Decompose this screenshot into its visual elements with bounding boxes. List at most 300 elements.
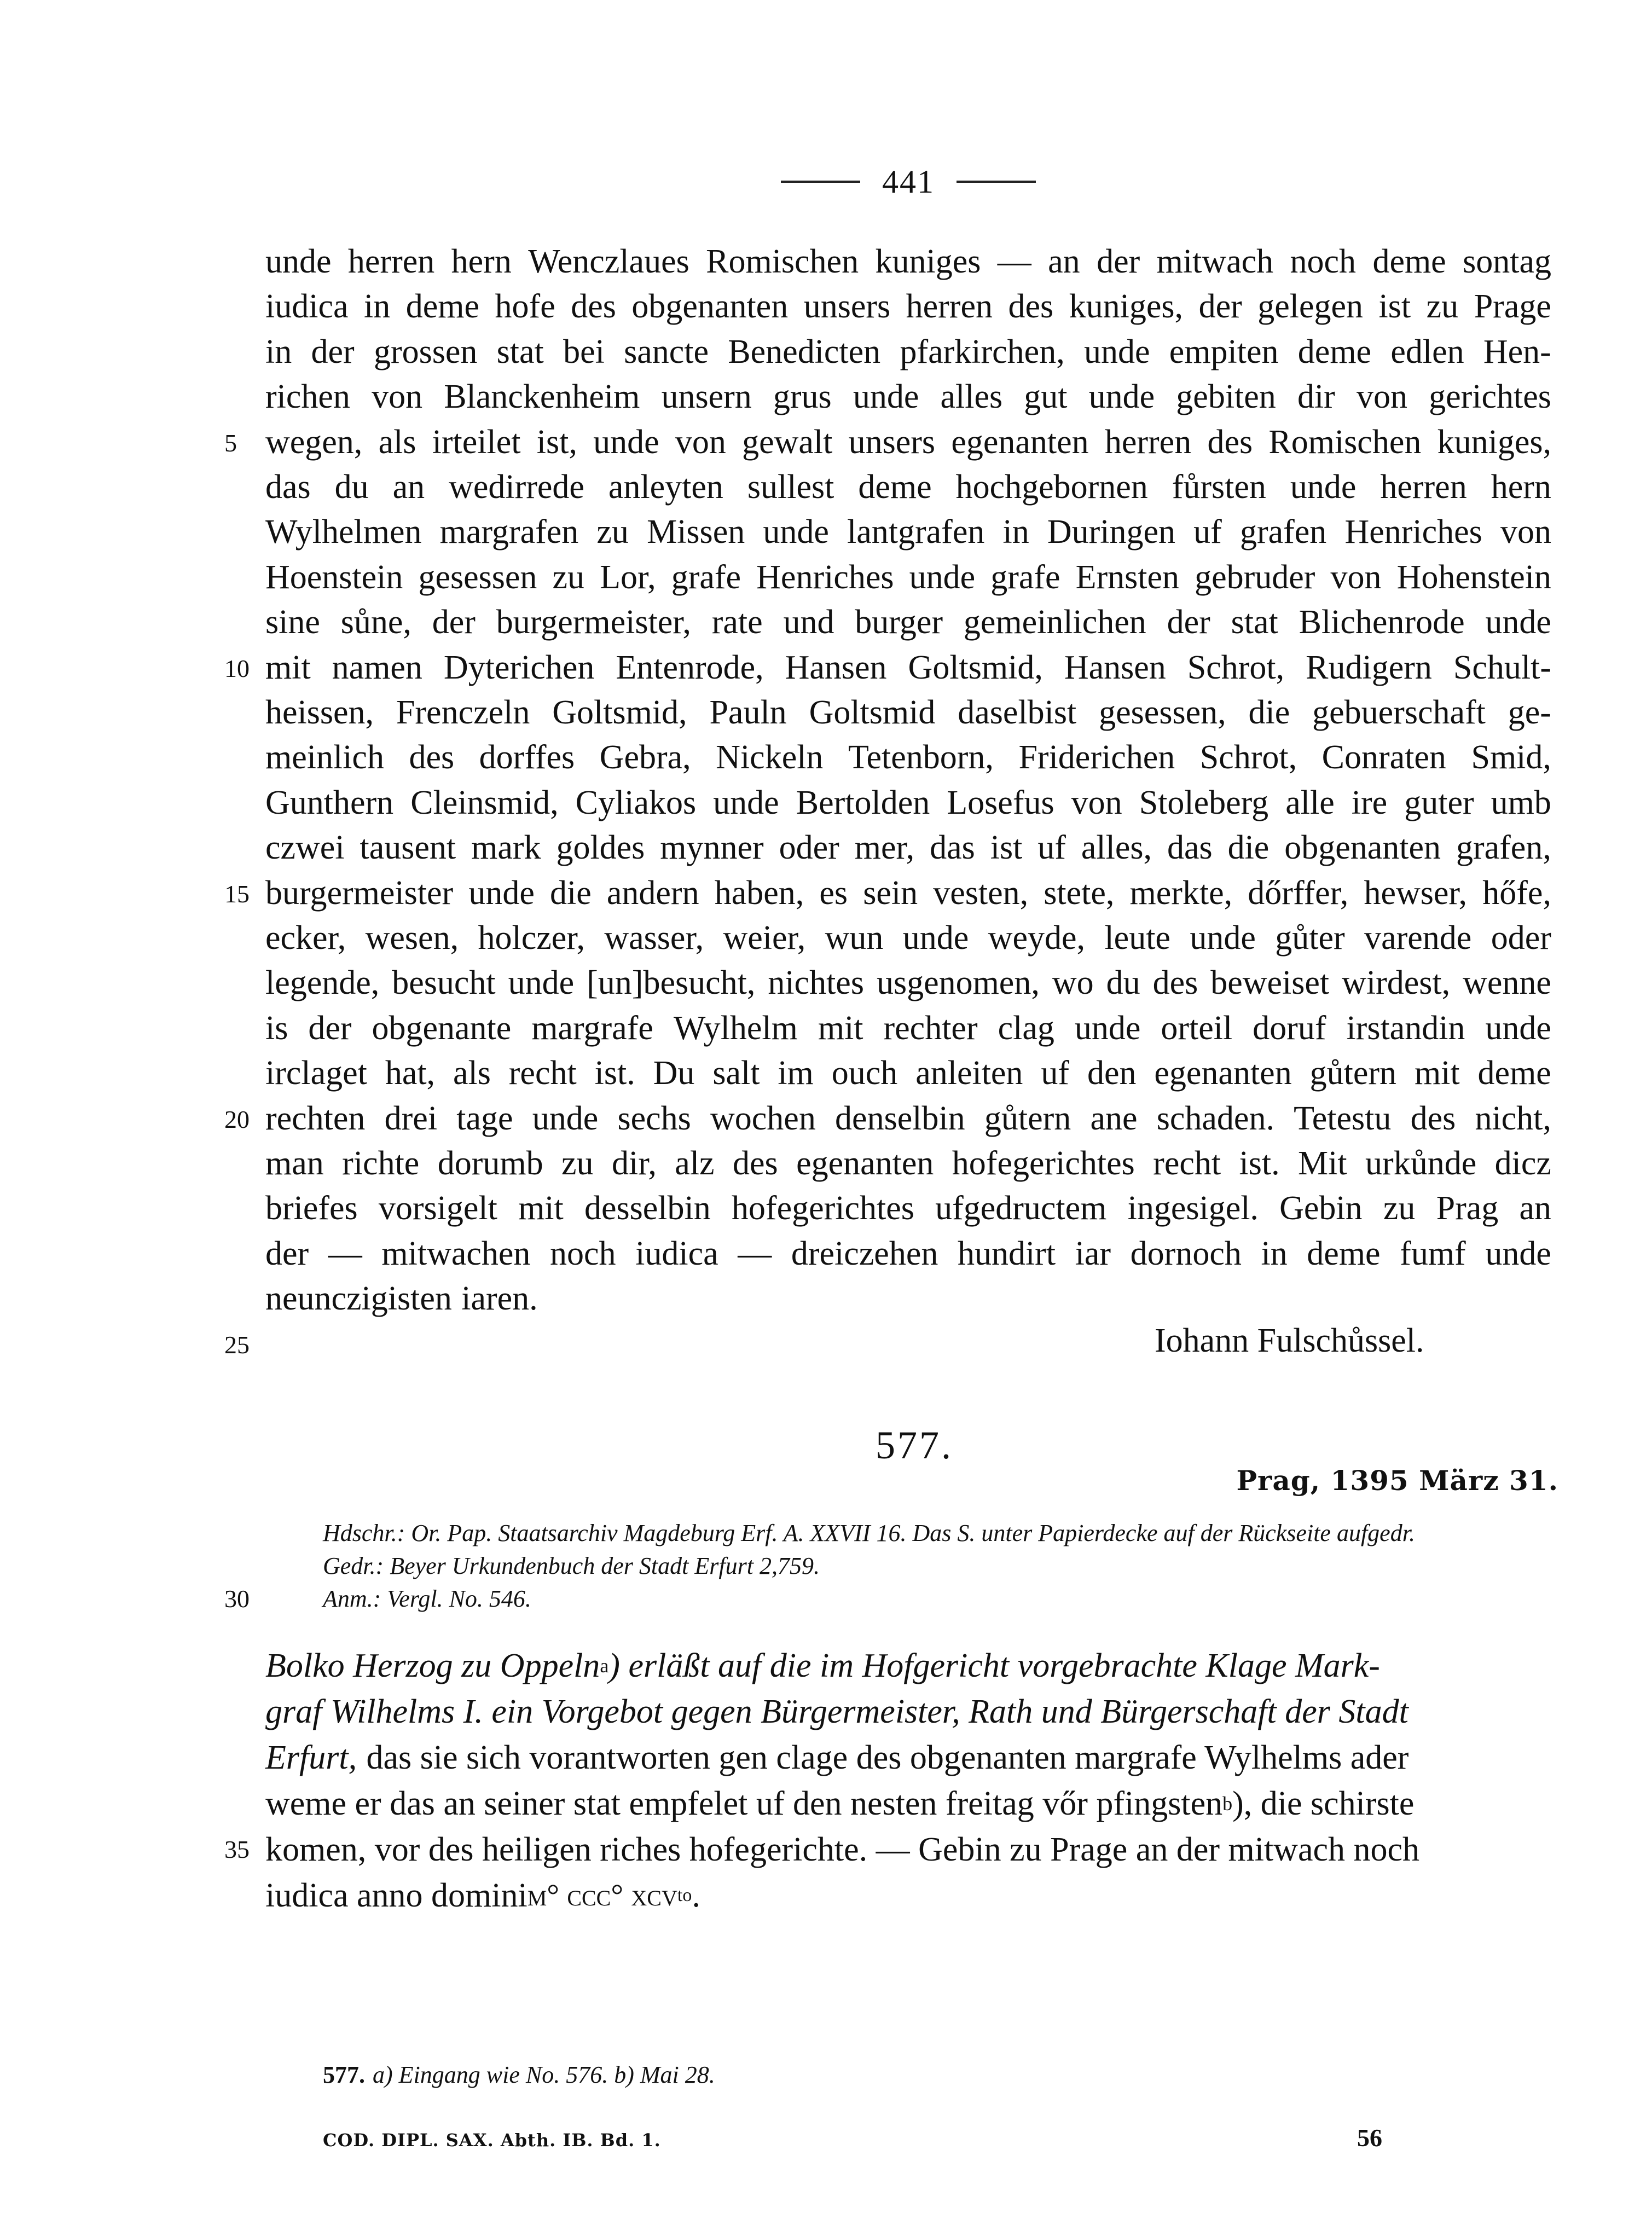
word: meinlich: [265, 739, 384, 777]
word: in: [1002, 513, 1029, 551]
word: ge-: [1508, 694, 1551, 731]
word: rechten: [265, 1099, 366, 1137]
word: hochgebornen: [955, 468, 1148, 506]
word: gebuerschaft: [1312, 694, 1486, 731]
word: merkte,: [1129, 874, 1233, 912]
word: ingesigel.: [1127, 1190, 1259, 1227]
body-line: [265, 1735, 1551, 1781]
word: mit: [518, 1190, 564, 1227]
text-line: [265, 870, 1551, 916]
word: is: [265, 1009, 288, 1047]
word: des: [571, 288, 616, 326]
word: dreiczehen: [791, 1235, 938, 1272]
word: hewser,: [1364, 874, 1468, 912]
word: der: [265, 1235, 309, 1272]
source-manuscript: Hdschr.: Or. Pap. Staatsarchiv Magdeburg Erf. A. XXVII 16. Das S. unter Papierdecke auf der Rückseite aufgedr.: [323, 1520, 1415, 1546]
word: Nickeln: [716, 739, 824, 777]
word: der: [311, 333, 355, 370]
word: zu: [596, 513, 629, 551]
word: Smid,: [1471, 739, 1551, 777]
word: beweiset: [1210, 964, 1330, 1002]
word: hőfe,: [1482, 874, 1551, 912]
text-line: [265, 780, 1551, 826]
word: gebiten: [1176, 378, 1276, 416]
word: gůtern: [984, 1099, 1071, 1137]
word: unde: [1088, 378, 1155, 416]
word: wesen,: [365, 919, 459, 957]
word: ist.: [594, 1054, 635, 1092]
word: obgenanten: [631, 288, 789, 326]
word: anleyten: [608, 468, 723, 506]
word: Hen-: [1483, 333, 1551, 370]
word: unde: [763, 513, 829, 551]
word: edlen: [1390, 333, 1464, 370]
word: weier,: [723, 919, 806, 957]
text-line: [265, 374, 1551, 420]
word: gewalt: [742, 423, 833, 461]
word: Tetestu: [1294, 1099, 1392, 1137]
word: hern: [1491, 468, 1551, 506]
word: Gunthern: [265, 784, 394, 821]
word: wirdest,: [1342, 964, 1451, 1002]
word: ecker,: [265, 919, 346, 957]
text-line: [265, 419, 1551, 465]
line-number: 15: [224, 880, 250, 908]
word: oder: [1491, 919, 1551, 957]
word: Rudigern: [1306, 648, 1432, 686]
word: du: [1106, 964, 1140, 1002]
word: alles: [940, 378, 1003, 416]
word: es: [819, 874, 848, 912]
word: unde: [1074, 1009, 1141, 1047]
word: unsern: [661, 378, 752, 416]
word: Dyterichen: [443, 648, 595, 686]
word: unde: [265, 243, 332, 280]
word: gůtern: [1309, 1054, 1397, 1092]
regest-text: ) erläßt auf die im Hofgericht vorgebrachte Klage Mark-: [608, 1647, 1380, 1684]
word: sůne,: [340, 604, 411, 641]
word: burgermeister,: [496, 604, 691, 641]
word: deme: [1297, 333, 1372, 370]
word: Romischen: [1268, 423, 1422, 461]
page-header: [761, 160, 1056, 204]
word: dir,: [611, 1145, 657, 1182]
word: irclaget: [265, 1054, 367, 1092]
word: gebruder: [1195, 558, 1315, 596]
body-line: [265, 1873, 1551, 1919]
word: grafe: [990, 558, 1060, 596]
footnote-marker: b: [1222, 1793, 1233, 1815]
word: umb: [1491, 784, 1551, 821]
word: das: [1167, 829, 1213, 867]
word: des: [732, 1145, 778, 1182]
word: sechs: [617, 1099, 691, 1137]
word: des: [409, 739, 455, 777]
word: obgenante: [372, 1009, 512, 1047]
word: Schult-: [1453, 648, 1551, 686]
word: —: [997, 243, 1031, 280]
word: ist: [990, 829, 1023, 867]
word: unde: [1485, 604, 1551, 641]
word: zu: [1426, 288, 1459, 326]
word: als: [378, 423, 416, 461]
footnote: [323, 2059, 715, 2091]
word: als: [453, 1054, 491, 1092]
word: den: [1087, 1054, 1137, 1092]
word: noch: [550, 1235, 616, 1272]
word: Hansen: [785, 648, 887, 686]
word: neunczigisten: [265, 1280, 452, 1318]
word: uf: [1041, 1054, 1070, 1092]
word: Losefus: [947, 784, 1054, 821]
word: dőrffer,: [1248, 874, 1349, 912]
word: Wylhelmen: [265, 513, 422, 551]
word: die: [1248, 694, 1290, 731]
text-line: [265, 509, 1551, 555]
word: Duringen: [1047, 513, 1176, 551]
word: hofe: [495, 288, 555, 326]
word: an: [1519, 1190, 1551, 1227]
word: Entenrode,: [616, 648, 764, 686]
word: usgenomen,: [876, 964, 1040, 1002]
text-line: [265, 1231, 1551, 1277]
word: [un]besucht,: [587, 964, 756, 1002]
word: iar: [1075, 1235, 1111, 1272]
word: Hohenstein: [1396, 558, 1551, 596]
word: richte: [342, 1145, 420, 1182]
word: in: [1261, 1235, 1288, 1272]
body-text: ), die schirste: [1232, 1785, 1415, 1822]
word: von: [372, 378, 423, 416]
word: von: [1356, 378, 1407, 416]
word: die: [550, 874, 592, 912]
word: czwei: [265, 829, 345, 867]
word: vesten,: [933, 874, 1029, 912]
word: kuniges: [875, 243, 981, 280]
word: grafen,: [1456, 829, 1551, 867]
word: wochen: [710, 1099, 816, 1137]
word: des: [1008, 288, 1054, 326]
word: Goltsmid,: [908, 648, 1043, 686]
text-line: [265, 1050, 1551, 1096]
word: briefes: [265, 1190, 358, 1227]
word: mitwachen: [381, 1235, 531, 1272]
text-line: [265, 554, 1551, 600]
word: mark: [471, 829, 541, 867]
text-line: [265, 1276, 1551, 1322]
word: ist,: [536, 423, 577, 461]
word: die: [1227, 829, 1270, 867]
word: drei: [384, 1099, 438, 1137]
word: Mit: [1298, 1145, 1347, 1182]
word: unde: [713, 784, 779, 821]
word: heissen,: [265, 694, 374, 731]
word: nicht,: [1475, 1099, 1551, 1137]
word: grafe: [671, 558, 741, 596]
body-line: [265, 1781, 1551, 1827]
word: der: [1097, 243, 1140, 280]
word: herren: [906, 288, 993, 326]
text-line: [265, 1185, 1551, 1231]
line-number: 5: [224, 429, 237, 457]
word: stete,: [1044, 874, 1115, 912]
body-text: das sie sich vorantworten gen clage des obgenanten margrafe Wylhelms ader: [366, 1739, 1409, 1776]
word: anleiten: [915, 1054, 1023, 1092]
word: der: [1198, 288, 1242, 326]
word: in: [265, 333, 292, 370]
word: von: [1071, 784, 1122, 821]
document-number: 577.: [876, 1423, 953, 1467]
word: stat: [1231, 604, 1278, 641]
footnote-text: a) Eingang wie No. 576. b) Mai 28.: [373, 2061, 715, 2088]
word: gůter: [1275, 919, 1345, 957]
word: deme: [858, 468, 932, 506]
word: egenanten: [951, 423, 1089, 461]
word: unde: [909, 558, 976, 596]
word: wedirrede: [449, 468, 584, 506]
footnote-number: 577.: [323, 2061, 365, 2088]
word: an: [392, 468, 425, 506]
word: kuniges,: [1069, 288, 1184, 326]
text-line: [265, 283, 1551, 329]
word: burger: [855, 604, 943, 641]
word: fůrsten: [1172, 468, 1266, 506]
word: daselbist: [958, 694, 1077, 731]
word: irstandin: [1346, 1009, 1465, 1047]
word: unde: [1485, 1009, 1551, 1047]
footnote-marker: a: [600, 1655, 609, 1677]
word: oder: [779, 829, 839, 867]
word: hofegerichtes: [731, 1190, 914, 1227]
word: Pauln: [709, 694, 787, 731]
text-line: [265, 599, 1551, 645]
body-text: iudica anno domini: [265, 1877, 528, 1914]
word: unde: [1190, 919, 1256, 957]
text-line: [265, 464, 1551, 510]
word: Schrot,: [1187, 648, 1285, 686]
word: Bertolden: [796, 784, 930, 821]
word: mitwach: [1156, 243, 1274, 280]
word: Romischen: [706, 243, 859, 280]
word: Prage: [1474, 288, 1551, 326]
word: sullest: [747, 468, 834, 506]
word: dorumb: [437, 1145, 543, 1182]
word: zu: [1383, 1190, 1416, 1227]
word: gesessen,: [1099, 694, 1226, 731]
word: pfarkirchen,: [900, 333, 1065, 370]
word: tage: [456, 1099, 513, 1137]
footer-sheet-number: 56: [1357, 2124, 1382, 2152]
word: Schrot,: [1199, 739, 1297, 777]
word: richen: [265, 378, 350, 416]
word: fumf: [1400, 1235, 1466, 1272]
word: rechter: [883, 1009, 978, 1047]
word: lantgrafen: [847, 513, 985, 551]
word: und: [783, 604, 834, 641]
word: des: [1410, 1099, 1456, 1137]
word: haben,: [714, 874, 804, 912]
word: sancte: [624, 333, 709, 370]
place-date: Prag, 1395 März 31.: [1236, 1464, 1558, 1497]
regest-text: Bolko Herzog zu Oppeln: [265, 1647, 600, 1684]
word: zu: [552, 558, 585, 596]
word: urkůnde: [1365, 1145, 1477, 1182]
word: herren: [1380, 468, 1467, 506]
word: alz: [675, 1145, 715, 1182]
word: sontag: [1463, 243, 1551, 280]
body-text: weme er das an seiner stat empfelet uf den nesten freitag vőr pfingsten: [265, 1785, 1223, 1822]
word: Cyliakos: [575, 784, 697, 821]
word: —: [328, 1235, 362, 1272]
word: stat: [496, 333, 544, 370]
regest-text: Erfurt,: [265, 1739, 357, 1776]
word: der: [308, 1009, 352, 1047]
word: dorffes: [479, 739, 575, 777]
word: ufgedructem: [935, 1190, 1107, 1227]
word: uf: [1037, 829, 1066, 867]
regest-text: graf Wilhelms I. ein Vorgebot gegen Bürgermeister, Rath und Bürgerschaft der Stadt: [265, 1693, 1408, 1730]
signature: Iohann Fulschůssel.: [1155, 1322, 1424, 1359]
text-line: [265, 645, 1551, 691]
word: mer,: [854, 829, 915, 867]
word: von: [1330, 558, 1382, 596]
line-number: 25: [224, 1331, 250, 1359]
word: andern: [606, 874, 699, 912]
word: empiten: [1169, 333, 1279, 370]
word: hern: [451, 243, 512, 280]
word: salt: [712, 1054, 760, 1092]
word: von: [675, 423, 726, 461]
source-note: Anm.: Vergl. No. 546.: [323, 1585, 531, 1612]
word: unde: [1083, 333, 1150, 370]
text-line: [265, 1005, 1551, 1051]
word: bei: [563, 333, 605, 370]
word: tausent: [360, 829, 456, 867]
word: an: [1048, 243, 1080, 280]
word: guter: [1404, 784, 1474, 821]
word: unde: [593, 423, 659, 461]
regest-line: [265, 1643, 1551, 1689]
word: dir: [1297, 378, 1335, 416]
body-text: .: [692, 1877, 700, 1914]
word: herren: [1104, 423, 1192, 461]
footer-series: COD. DIPL. SAX. Abth. IB. Bd. 1.: [323, 2130, 661, 2151]
word: wasser,: [604, 919, 704, 957]
word: sine: [265, 604, 320, 641]
body-line: [265, 1827, 1551, 1873]
word: unde: [468, 874, 535, 912]
word: iudica: [635, 1235, 718, 1272]
word: —: [738, 1235, 772, 1272]
word: wegen,: [265, 423, 363, 461]
word: recht: [508, 1054, 577, 1092]
word: der: [432, 604, 476, 641]
word: Benedicten: [728, 333, 881, 370]
word: deme: [1372, 243, 1446, 280]
word: Goltsmid: [809, 694, 936, 731]
line-number: 30: [224, 1585, 250, 1613]
source-printed: Gedr.: Beyer Urkundenbuch der Stadt Erfurt 2,759.: [323, 1552, 820, 1579]
text-line: [265, 915, 1551, 961]
word: kuniges,: [1437, 423, 1551, 461]
word: des: [1152, 964, 1198, 1002]
word: unde: [853, 378, 919, 416]
word: Blichenrode: [1299, 604, 1465, 641]
word: unde: [902, 919, 969, 957]
word: dicz: [1494, 1145, 1551, 1182]
word: wenne: [1463, 964, 1551, 1002]
date-suffix: to: [677, 1885, 692, 1905]
word: schaden.: [1156, 1099, 1274, 1137]
word: das: [930, 829, 975, 867]
word: Tetenborn,: [848, 739, 994, 777]
word: Conraten: [1321, 739, 1446, 777]
word: namen: [332, 648, 422, 686]
word: ire: [1351, 784, 1388, 821]
word: besucht: [392, 964, 496, 1002]
word: mit: [818, 1009, 863, 1047]
word: gut: [1024, 378, 1068, 416]
text-line: [265, 239, 1551, 285]
word: burgermeister: [265, 874, 454, 912]
word: gerichtes: [1429, 378, 1551, 416]
text-line: [265, 1096, 1551, 1142]
word: uf: [1193, 513, 1222, 551]
word: das: [265, 468, 311, 506]
word: des: [1207, 423, 1253, 461]
word: weyde,: [988, 919, 1086, 957]
word: iudica: [265, 288, 349, 326]
text-line: [265, 329, 1551, 375]
word: irteilet: [432, 423, 521, 461]
word: in: [364, 288, 391, 326]
word: Goltsmid,: [552, 694, 687, 731]
word: hofegerichtes: [952, 1145, 1135, 1182]
line-number: 10: [224, 654, 250, 682]
text-line: [265, 734, 1551, 780]
word: Hoenstein: [265, 558, 403, 596]
line-number: 35: [224, 1835, 250, 1863]
word: von: [1500, 513, 1551, 551]
word: orteil: [1161, 1009, 1233, 1047]
word: desselbin: [584, 1190, 711, 1227]
page-number: 441: [882, 163, 935, 200]
word: ouch: [831, 1054, 898, 1092]
word: Frenczeln: [396, 694, 530, 731]
date-roman: m° ccc° xcv: [527, 1878, 677, 1913]
word: zu: [561, 1145, 594, 1182]
word: Henriches: [1344, 513, 1482, 551]
word: ist: [1378, 288, 1411, 326]
word: recht: [1153, 1145, 1221, 1182]
word: goldes: [556, 829, 645, 867]
word: holczer,: [478, 919, 585, 957]
word: doruf: [1253, 1009, 1326, 1047]
word: Lor,: [600, 558, 656, 596]
word: wo: [1052, 964, 1094, 1002]
word: Prag: [1436, 1190, 1499, 1227]
word: unsers: [848, 423, 936, 461]
word: leute: [1104, 919, 1170, 957]
word: clag: [998, 1009, 1054, 1047]
word: der: [1167, 604, 1210, 641]
word: unde: [532, 1099, 599, 1137]
word: obgenanten: [1284, 829, 1441, 867]
text-line: [265, 960, 1551, 1006]
regest-line: [265, 1689, 1551, 1735]
word: Gebra,: [599, 739, 691, 777]
word: du: [334, 468, 369, 506]
